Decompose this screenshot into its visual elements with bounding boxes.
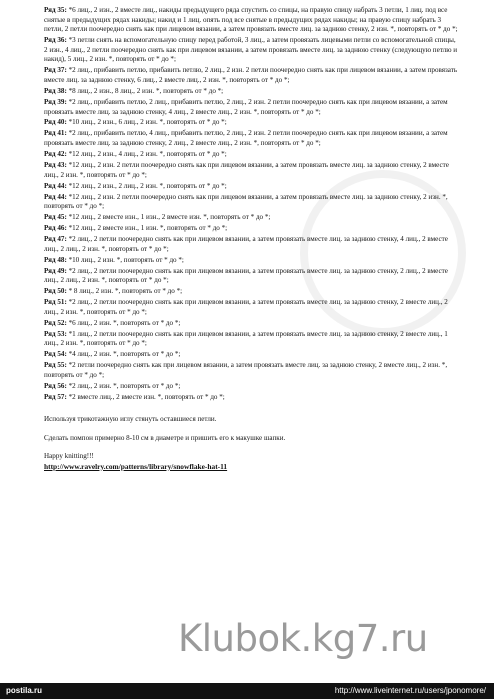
row-text: * 8 лиц., 2 изн. *, повторять от * до *; [66,287,183,296]
site-watermark: Klubok.kg7.ru [178,617,428,660]
row-text: *3 петли снять на вспомогательную спицу перед работой, 3 лиц., а затем провязать лицевыми петли со вспомогательной спицы, 2 изн., 4 лиц., 2 петли поочередно снять как при лицевом вязании, а затем провязать вместе лиц. за заднюю стенку (следующую петлю и накид), 5 лиц., 2 изн. *, повторять от * до *; [44,36,458,64]
pattern-row [44,182,458,192]
pattern-row [44,235,458,254]
row-label: Ряд 40: [44,118,67,127]
row-label: Ряд 41: [44,129,67,138]
pattern-row [44,36,458,65]
row-text: *8 лиц., 2 изн., 8 лиц., 2 изн. *, повторять от * до *; [66,86,224,95]
row-text: *2 лиц., прибавить петлю, 2 лиц., прибавить петлю, 2 лиц., 2 изн. 2 петли поочередно снять как при лицевом вязании, а затем провязать вместе лиц. за заднюю стенку, 4 лиц., 2 вместе лиц., 2 изн. *, повторять от * до *; [44,97,448,116]
pattern-row [44,361,458,380]
row-label: Ряд 42: [44,150,67,159]
row-label: Ряд 48: [44,255,67,264]
pattern-document [44,6,458,471]
row-label: Ряд 53: [44,329,67,338]
row-label: Ряд 38: [44,86,67,95]
row-text: *1 лиц., 2 петли поочередно снять как при лицевом вязании, а затем провязать вместе лиц. за заднюю стенку, 2 вместе лиц., 1 лиц., 2 изн. *, повторять от * до *; [44,329,448,348]
row-text: *2 лиц., 2 петли поочередно снять как при лицевом вязании, а затем провязать вместе лиц. за заднюю стенку, 2 вместе лиц., 2 лиц., 2 изн. *, повторять от * до *; [44,298,448,316]
pattern-row [44,66,458,85]
pattern-row [44,129,458,148]
row-label: Ряд 35: [44,6,67,14]
row-label: Ряд 43: [44,161,67,170]
row-label: Ряд 50: [44,287,67,296]
pattern-row [44,118,458,128]
row-text: *2 лиц., прибавить петлю, 4 лиц., прибавить петлю, 2 лиц., 2 изн. 2 петли поочередно снять как при лицевом вязании, а затем провязать вместе лиц. за заднюю стенку, 2 лиц., 2 вместе лиц., 2 изн. *, повторять от * до *; [44,129,448,148]
row-text: *4 лиц., 2 изн. *, повторять от * до *; [66,350,181,359]
row-label: Ряд 54: [44,350,67,359]
pattern-row [44,87,458,97]
row-text: *2 петли поочередно снять как при лицевом вязании, а затем провязать вместе лиц. за заднюю стенку, 2 вместе лиц., 2 изн. *, повторять от * до *; [44,361,448,379]
instruction-paragraph: Используя трикотажную иглу стянуть оставшиеся петли. [44,414,217,423]
row-label: Ряд 51: [44,298,67,307]
row-text: *12 лиц., 2 изн., 4 лиц., 2 изн. *, повторять от * до *; [66,150,227,159]
row-text: *12 лиц., 2 изн. 2 петли поочередно снять как при лицевом вязании, а затем провязать вместе лиц. за заднюю стенку, 2 изн. *, повторять от * до *; [44,192,448,211]
footer-bar [0,683,494,699]
pattern-row [44,350,458,360]
row-text: *12 лиц., 2 вместе изн., 1 изн. *, повторять от * до *; [66,224,228,233]
row-text: *12 лиц., 2 изн. 2 петли поочередно снять как при лицевом вязании, а затем провязать вместе лиц. за заднюю стенку, 2 вместе лиц., 2 изн. *, повторять от * до *; [44,161,449,179]
row-text: *6 лиц., 2 изн. *, повторять от * до *; [66,318,181,327]
row-label: Ряд 52: [44,318,67,327]
pattern-row [44,382,458,392]
pattern-row [44,298,458,317]
pattern-row [44,193,458,212]
row-text: *10 лиц., 2 изн., 6 лиц., 2 изн. *, повторять от * до *; [66,118,227,127]
row-label: Ряд 56: [44,381,67,390]
pattern-row [44,330,458,349]
row-label: Ряд 45: [44,213,67,222]
row-text: *12 лиц., 2 изн., 2 лиц., 2 изн. *, повторять от * до *; [66,181,227,190]
row-text: *10 лиц., 2 изн. *, повторять от * до *; [66,255,184,264]
row-text: *6 лиц., 2 изн., 2 вместе лиц., накиды предыдущего ряда спустить со спицы, на правую спицу набрать 3 петли, 1 лиц. под все снятые в предыдущих рядах накиды; накид и 1 лиц. опять под все снятые в предыдущих рядах накиды; на правую спицу набрать 3 петли, 2 петли поочередно снять как при лицевом вязании, а затем провязать вместе лиц. за заднюю стенку, 2 изн. *, повторять от * до *; [44,6,458,34]
row-text: *2 вместе лиц., 2 вместе изн. *, повторять от * до *; [66,392,225,401]
pattern-row [44,6,458,35]
row-label: Ряд 57: [44,392,67,401]
row-text: *2 лиц., 2 петли поочередно снять как при лицевом вязании, а затем провязать вместе лиц. за заднюю стенку, 2 лиц., 2 вместе лиц., 2 лиц., 2 изн. *, повторять от * до *; [44,266,448,285]
pattern-row [44,393,458,403]
row-label: Ряд 55: [44,361,67,370]
row-text: *2 лиц., 2 изн. *, повторять от * до *; [66,381,181,390]
postila-logo[interactable]: postila.ru [6,686,43,695]
pattern-row [44,256,458,266]
row-text: *2 лиц., прибавить петлю, прибавить петлю, 2 лиц., 2 изн. 2 петли поочередно снять как при лицевом вязании, а затем провязать вместе лиц. за заднюю стенку, 6 лиц., 2 вместе лиц., 2 изн. *, повторять от * до *; [44,66,458,84]
row-text: *12 лиц., 2 вместе изн., 1 изн., 2 вместе изн. *, повторять от * до *; [66,213,271,222]
instruction-paragraph: Сделать помпон примерно 8-10 см в диаметре и пришить его к макушке шапки. [44,433,286,442]
pattern-row [44,224,458,234]
row-label: Ряд 46: [44,224,67,233]
pattern-link[interactable]: http://www.ravelry.com/patterns/library/snowflake-hat-11 [44,461,228,471]
pattern-row [44,150,458,160]
row-label: Ряд 37: [44,66,67,75]
pattern-row [44,98,458,117]
row-label: Ряд 47: [44,235,67,244]
row-label: Ряд 44: [44,192,67,201]
row-label: Ряд 36: [44,36,67,45]
closing-text: Happy knitting!!! [44,452,94,461]
pattern-row [44,287,458,297]
footer-url[interactable]: http://www.liveinternet.ru/users/jponomore/ [334,686,486,695]
pattern-row [44,213,458,223]
row-label: Ряд 44: [44,181,67,190]
pattern-row [44,267,458,286]
pattern-row [44,161,458,180]
row-label: Ряд 39: [44,97,67,106]
row-text: *2 лиц., 2 петли поочередно снять как при лицевом вязании, а затем провязать вместе лиц. за заднюю стенку, 4 лиц., 2 вместе лиц., 2 лиц., 2 изн. *, повторять от * до *; [44,235,448,253]
row-instructions [44,6,458,403]
pattern-row [44,319,458,329]
row-label: Ряд 49: [44,266,67,275]
